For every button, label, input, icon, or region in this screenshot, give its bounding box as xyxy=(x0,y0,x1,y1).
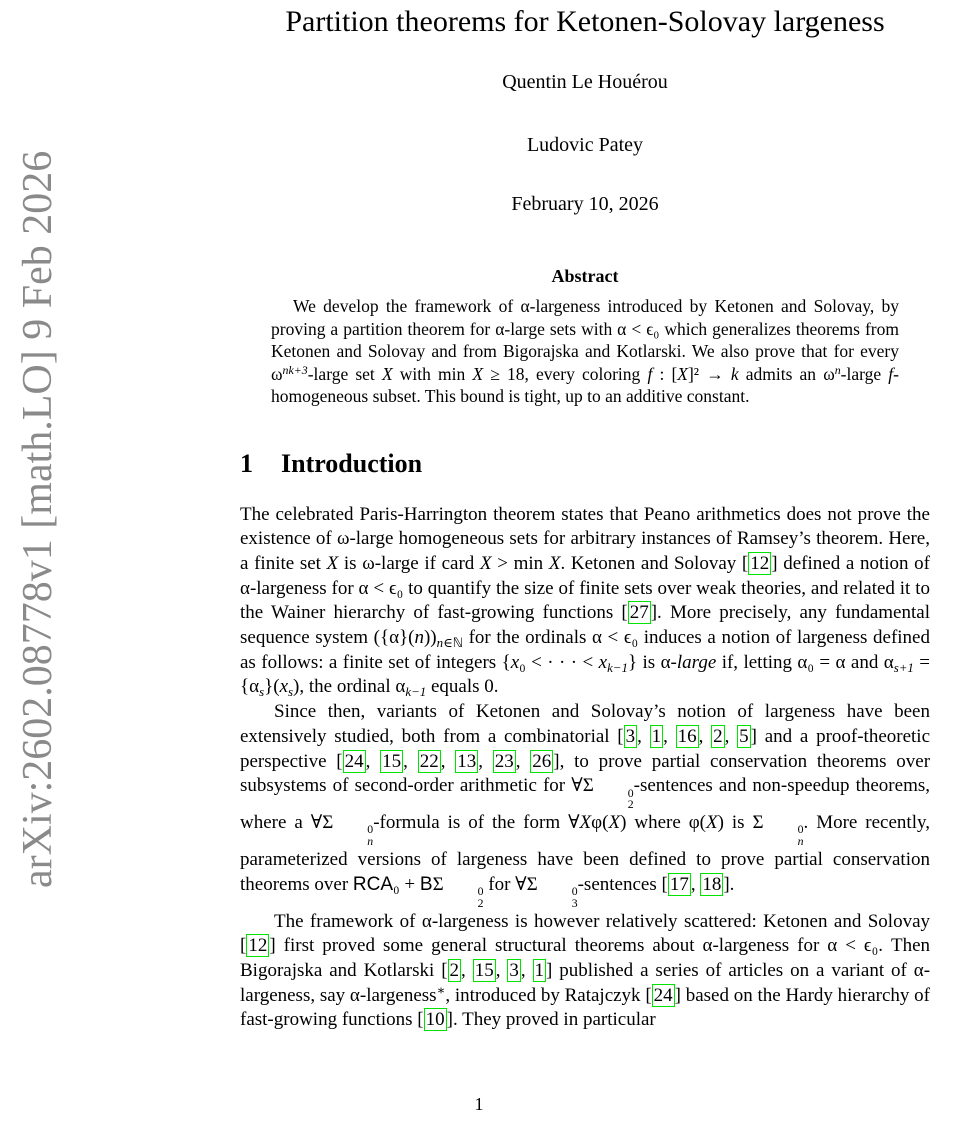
citation-link[interactable]: 24 xyxy=(653,984,673,1006)
arxiv-watermark: arXiv:2602.08778v1 [math.LO] 9 Feb 2026 xyxy=(15,150,61,888)
subscript: s xyxy=(259,684,265,700)
sigma-notation: Σ 0 n xyxy=(752,812,804,849)
paragraph-3: The framework of α-largeness is however relatively scattered: Ketonen and Solovay [ 12 ] first proved some general structural theorems about α-largeness for α < ϵ₀. Then Bigorajska and Kotlarski [ 2 , 15 , 3 , 1 ] published a series of articles on a variant of α-largeness, say α-largeness∗, introduced by Ratajczyk [ 24 ] based on the Hardy hierarchy of fast-growing functions [ 10 ]. They proved in particular xyxy=(240,910,931,1031)
citation-link[interactable]: 1 xyxy=(534,959,545,981)
citation-link[interactable]: 12 xyxy=(248,935,268,957)
citation-link[interactable]: 1 xyxy=(651,725,662,747)
subscript: k−1 xyxy=(607,659,628,675)
math-var: X xyxy=(381,363,393,384)
math-var: n xyxy=(414,627,424,649)
math-var: X xyxy=(479,552,492,574)
citation-link[interactable]: 2 xyxy=(713,725,723,747)
citation-link[interactable]: 15 xyxy=(382,750,402,772)
paragraph-2: Since then, variants of Ketonen and Solovay’s notion of largeness have been extensively studied, both from a combinatorial [ 3 , 1 , 16 , 2 , 5 ] and a proof-theoretic perspective [ 24 , 15 , 22 , 13 , 23 , 26 ], to prove partial conservation theorems over subsystems of second-order arithmetic for ∀Σ 0 2 -sentences and non-speedup theorems, where a ∀Σ 0 n -formula is of the form ∀Xφ(X) where φ(X) is Σ 0 n . More recently, parameterized versions of largeness have been defined to prove partial conservation theorems over RCA₀ + BΣ 0 2 for ∀Σ 0 3 -sentences [ 17 , 18 ]. xyxy=(240,701,931,910)
math-var: X xyxy=(548,552,561,574)
math-var: f xyxy=(647,363,653,384)
sans-math: B xyxy=(419,873,433,895)
citation-link[interactable]: 17 xyxy=(669,873,689,895)
abstract-heading: Abstract xyxy=(551,266,619,286)
subscript: k−1 xyxy=(405,684,427,700)
paper-date: February 10, 2026 xyxy=(511,193,659,215)
citation-link[interactable]: 26 xyxy=(532,750,552,772)
math-var: X xyxy=(326,552,339,574)
math-var: f xyxy=(888,363,894,384)
sans-math: RCA xyxy=(352,873,394,895)
math-var: x xyxy=(279,676,288,698)
citation-link[interactable]: 27 xyxy=(629,602,649,624)
paper-title: Partition theorems for Ketonen-Solovay largeness xyxy=(285,5,885,38)
section-number: 1 xyxy=(240,448,253,478)
math-var: X xyxy=(706,812,718,834)
citation-link[interactable]: 24 xyxy=(344,750,364,772)
citation-link[interactable]: 18 xyxy=(702,873,722,895)
abstract-text: We develop the framework of α-largeness introduced by Ketonen and Solovay, by proving a partition theorem for α-large sets with α < ϵ₀ which generalizes theorems from Ketonen and Solovay and from Bigorajska and Kotlarski. We also prove that for every $\omega^{nk+3}$-large set X with min X ≥ 18, every coloring f : [X]² → k admits an $\omega^n$-large f-homogeneous subset. This bound is tight, up to an additive constant. xyxy=(271,296,899,406)
math-var: x xyxy=(510,651,520,673)
sigma-notation: Σ 0 2 xyxy=(582,775,634,812)
author-name-1: Quentin Le Houérou xyxy=(502,71,668,93)
page-number: 1 xyxy=(474,1094,484,1114)
math-var: X xyxy=(608,812,621,834)
section-heading xyxy=(240,449,930,479)
math-var: X xyxy=(472,363,484,384)
math-var: X xyxy=(579,812,592,834)
math-var: k xyxy=(730,363,739,384)
citation-link[interactable]: 23 xyxy=(494,750,514,772)
citation-link[interactable]: 3 xyxy=(509,959,519,981)
citation-link[interactable]: 15 xyxy=(474,959,494,981)
citation-link[interactable]: 13 xyxy=(457,750,477,772)
author-name-2: Ludovic Patey xyxy=(526,134,644,156)
sigma-notation: Σ 0 2 xyxy=(432,873,484,910)
subscript: n∈ℕ xyxy=(436,634,463,650)
superscript: ∗ xyxy=(436,982,446,998)
citation-link[interactable]: 12 xyxy=(750,552,770,574)
citation-link[interactable]: 16 xyxy=(677,725,697,747)
citation-link[interactable]: 5 xyxy=(739,725,749,747)
paragraph-1: The celebrated Paris-Harrington theorem states that Peano arithmetics does not prove the existence of ω-large homogeneous sets for arbitrary instances of Ramsey’s theorem. Here, a finite set X is ω-large if card X > min X. Ketonen and Solovay [ 12 ] defined a notion of α-largeness for α < ϵ₀ to quantify the size of finite sets over weak theories, and related it to the Wainer hierarchy of fast-growing functions [ 27 ]. More precisely, any fundamental sequence system $(\{\alpha\}(n))_{n\in ℕ}$ for the ordinals α < ϵ₀ induces a notion of largeness defined as follows: a finite set of integers {x₀ < · · · < $x_{k-1}$} is α-large if, letting α₀ = α and $\alpha_{s+1} = \{\alpha_s\}(x_s)$, the ordinal $\alpha_{k-1}$ equals 0. xyxy=(240,503,931,700)
superscript: n xyxy=(834,362,841,377)
citation-link[interactable]: 2 xyxy=(449,959,460,981)
superscript: nk+3 xyxy=(282,362,308,377)
section-title: Introduction xyxy=(281,448,423,478)
sigma-notation: Σ 0 3 xyxy=(526,873,578,910)
math-var: large xyxy=(676,651,717,673)
math-var: X xyxy=(677,363,688,384)
citation-link[interactable]: 3 xyxy=(625,725,636,747)
subscript: s+1 xyxy=(893,659,914,675)
sigma-notation: Σ 0 n xyxy=(322,812,374,849)
paper-content xyxy=(240,0,930,1033)
citation-link[interactable]: 22 xyxy=(419,750,439,772)
math-var: x xyxy=(598,651,608,673)
subscript: s xyxy=(288,684,294,700)
citation-link[interactable]: 10 xyxy=(425,1009,445,1031)
